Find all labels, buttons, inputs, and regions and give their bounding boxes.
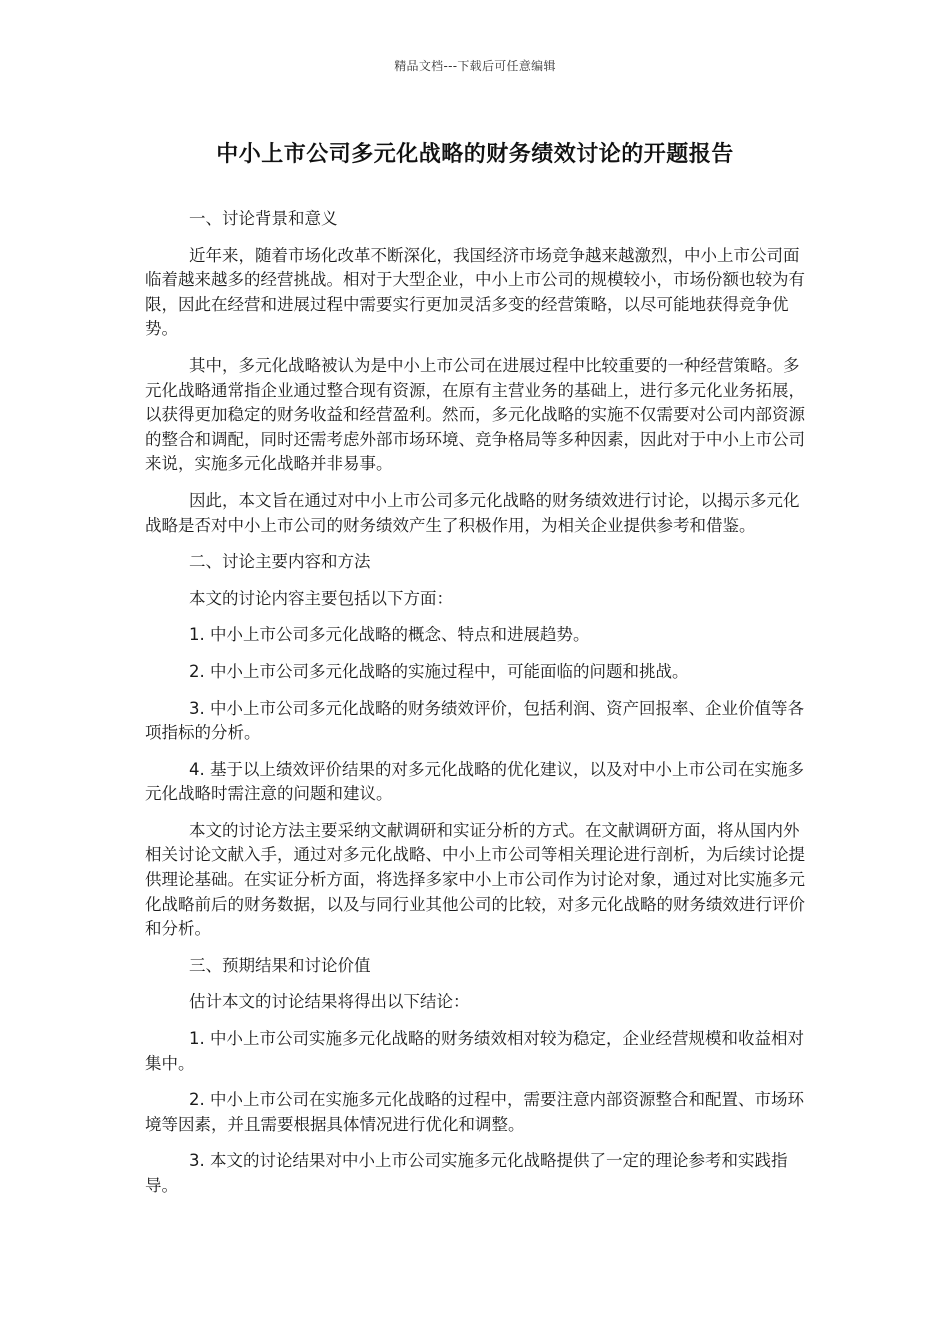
paragraph: 因此，本文旨在通过对中小上市公司多元化战略的财务绩效进行讨论，以揭示多元化战略是否对中小上市公司的财务绩效产生了积极作用，为相关企业提供参考和借鉴。 [145, 490, 800, 535]
section-heading: 一、讨论背景和意义 [189, 209, 338, 228]
document-body [145, 207, 805, 1211]
paragraph: 本文的讨论方法主要采纳文献调研和实证分析的方式。在文献调研方面，将从国内外相关讨论文献入手，通过对多元化战略、中小上市公司等相关理论进行剖析，为后续讨论提供理论基础。在实证分析方面，将选择多家中小上市公司作为讨论对象，通过对比实施多元化战略前后的财务数据，以及与同行业其他公司的比较，对多元化战略的财务绩效进行评价和分析。 [145, 820, 805, 939]
paragraph: 本文的讨论内容主要包括以下方面： [189, 588, 453, 608]
list-item: 1. 中小上市公司多元化战略的概念、特点和进展趋势。 [189, 625, 590, 645]
paragraph: 其中，多元化战略被认为是中小上市公司在进展过程中比较重要的一种经营策略。多元化战略通常指企业通过整合现有资源，在原有主营业务的基础上，进行多元化业务拓展，以获得更加稳定的财务收益和经营盈利。然而，多元化战略的实施不仅需要对公司内部资源的整合和调配，同时还需考虑外部市场环境、竞争格局等多种因素，因此对于中小上市公司来说，实施多元化战略并非易事。 [145, 355, 805, 474]
list-item: 2. 中小上市公司在实施多元化战略的过程中，需要注意内部资源整合和配置、市场环境等因素，并且需要根据具体情况进行优化和调整。 [145, 1090, 804, 1134]
list-item: 4. 基于以上绩效评价结果的对多元化战略的优化建议，以及对中小上市公司在实施多元化战略时需注意的问题和建议。 [145, 759, 804, 804]
list-item: 1. 中小上市公司实施多元化战略的财务绩效相对较为稳定，企业经营规模和收益相对集中。 [145, 1029, 804, 1073]
paragraph: 估计本文的讨论结果将得出以下结论： [189, 992, 470, 1012]
section-heading: 二、讨论主要内容和方法 [189, 552, 371, 572]
header-note: 精品文档---下载后可任意编辑 [394, 59, 556, 73]
section-heading: 三、预期结果和讨论价值 [189, 955, 371, 975]
paragraph: 近年来，随着市场化改革不断深化，我国经济市场竞争越来越激烈，中小上市公司面临着越来越多的经营挑战。相对于大型企业，中小上市公司的规模较小，市场份额也较为有限，因此在经营和进展过程中需要实行更加灵活多变的经营策略，以尽可能地获得竞争优势。 [145, 245, 805, 339]
list-item: 2. 中小上市公司多元化战略的实施过程中，可能面临的问题和挑战。 [189, 661, 689, 681]
list-item: 3. 本文的讨论结果对中小上市公司实施多元化战略提供了一定的理论参考和实践指导。 [145, 1151, 788, 1195]
list-item: 3. 中小上市公司多元化战略的财务绩效评价，包括利润、资产回报率、企业价值等各项指标的分析。 [145, 698, 804, 743]
page-title: 中小上市公司多元化战略的财务绩效讨论的开题报告 [216, 142, 734, 167]
